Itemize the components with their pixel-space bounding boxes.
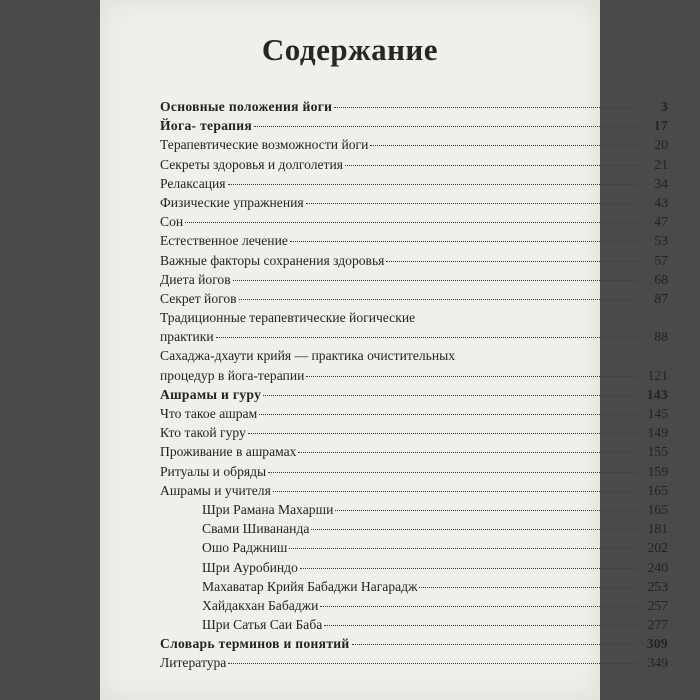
toc-entry-title: Что такое ашрам bbox=[160, 406, 258, 421]
toc-entry bbox=[160, 233, 668, 252]
toc-page-number: 277 bbox=[647, 617, 668, 633]
dot-leader bbox=[233, 280, 638, 281]
toc-entry-title: Йога- терапия bbox=[160, 118, 253, 134]
toc-entry-title: Литература bbox=[160, 655, 227, 671]
toc-entry-title: Шри Рамана Махарши bbox=[202, 501, 334, 517]
toc-page-number: 68 bbox=[654, 271, 668, 287]
dot-leader bbox=[228, 663, 638, 664]
toc-entry-title: Сахаджа-дхаути крийя — практика очистительных bbox=[160, 348, 456, 364]
toc-entry bbox=[160, 137, 668, 156]
toc-entry-title: Махаватар Крийя Бабаджи Нагарадж bbox=[202, 578, 418, 594]
toc-entry-title: Секреты здоровья и долголетия bbox=[160, 156, 344, 172]
toc-page-number: 47 bbox=[654, 214, 668, 230]
dot-leader bbox=[334, 107, 638, 108]
toc-page-number: 240 bbox=[647, 559, 668, 575]
toc-entry bbox=[160, 176, 668, 195]
dot-leader bbox=[239, 299, 638, 300]
toc-entry-title: Словарь терминов и понятий bbox=[160, 636, 350, 652]
toc-entry bbox=[160, 387, 668, 406]
toc-entry-title: Диета йогов bbox=[160, 271, 231, 287]
toc-entry bbox=[160, 425, 668, 444]
toc-entry-title: Ашрамы и гуру bbox=[160, 386, 262, 402]
dot-leader bbox=[306, 203, 638, 204]
dot-leader bbox=[216, 337, 638, 338]
toc-page-number: 88 bbox=[654, 329, 668, 345]
toc-entry-title: Основные положения йоги bbox=[160, 99, 333, 114]
toc-page-number: 159 bbox=[647, 463, 668, 479]
toc-entry-title: Релаксация bbox=[160, 175, 226, 191]
table-of-contents bbox=[160, 99, 668, 675]
dot-leader bbox=[298, 452, 638, 453]
dot-leader bbox=[273, 491, 638, 492]
toc-entry bbox=[160, 291, 668, 310]
toc-entry-title: Важные факторы сохранения здоровья bbox=[160, 252, 385, 268]
page-title: Содержание bbox=[261, 32, 439, 67]
toc-page-number: 143 bbox=[646, 386, 668, 402]
toc-entry bbox=[160, 348, 668, 367]
dot-leader bbox=[268, 472, 638, 473]
dot-leader bbox=[417, 318, 638, 319]
toc-entry bbox=[160, 655, 668, 674]
toc-page-number: 17 bbox=[653, 118, 668, 134]
toc-page-number: 3 bbox=[660, 99, 668, 114]
toc-entry-title: практики bbox=[160, 329, 214, 345]
toc-entry bbox=[160, 329, 668, 348]
dot-leader bbox=[289, 548, 638, 549]
toc-page-number: 165 bbox=[647, 501, 668, 517]
toc-entry-title: Ошо Раджниш bbox=[202, 540, 288, 556]
toc-entry bbox=[160, 502, 668, 521]
toc-entry bbox=[160, 310, 668, 329]
toc-entry-title: Хайдакхан Бабаджи bbox=[202, 597, 319, 613]
dot-leader bbox=[263, 395, 638, 396]
dot-leader bbox=[300, 568, 638, 569]
toc-entry-title: Традиционные терапевтические йогические bbox=[160, 310, 416, 326]
toc-page-number: 309 bbox=[646, 636, 668, 652]
dot-leader bbox=[457, 356, 638, 357]
toc-page-number: 43 bbox=[654, 194, 668, 210]
book-page bbox=[100, 0, 668, 700]
toc-entry bbox=[160, 521, 668, 540]
toc-entry bbox=[160, 636, 668, 655]
toc-page-number: 20 bbox=[654, 137, 668, 153]
toc-entry-title: Секрет йогов bbox=[160, 290, 237, 306]
toc-entry bbox=[160, 99, 668, 118]
toc-entry bbox=[160, 157, 668, 176]
toc-entry bbox=[160, 483, 668, 502]
toc-entry-title: Естественное лечение bbox=[160, 233, 288, 249]
dot-leader bbox=[259, 414, 638, 415]
toc-entry bbox=[160, 195, 668, 214]
dot-leader bbox=[352, 644, 638, 645]
toc-entry-title: Терапевтические возможности йоги bbox=[160, 137, 369, 153]
toc-page-number: 121 bbox=[647, 367, 668, 383]
toc-entry bbox=[160, 272, 668, 291]
dot-leader bbox=[306, 376, 638, 377]
toc-entry bbox=[160, 214, 668, 233]
dot-leader bbox=[320, 606, 638, 607]
toc-page-number: 57 bbox=[654, 252, 668, 268]
dot-leader bbox=[386, 261, 638, 262]
toc-page-number: 253 bbox=[647, 578, 668, 594]
toc-page-number: 87 bbox=[654, 290, 668, 306]
toc-page-number: 181 bbox=[647, 521, 668, 537]
toc-entry bbox=[160, 406, 668, 425]
toc-entry bbox=[160, 560, 668, 579]
toc-page-number: 53 bbox=[654, 233, 668, 249]
toc-entry bbox=[160, 617, 668, 636]
toc-entry-title: Сон bbox=[160, 214, 184, 230]
toc-entry-title: Ашрамы и учителя bbox=[160, 482, 271, 498]
toc-page-number: 349 bbox=[647, 655, 668, 671]
toc-entry bbox=[160, 253, 668, 272]
dot-leader bbox=[345, 165, 638, 166]
toc-page-number: 21 bbox=[654, 156, 668, 172]
toc-entry bbox=[160, 598, 668, 617]
toc-entry-title: Проживание в ашрамах bbox=[160, 444, 297, 460]
toc-entry bbox=[160, 444, 668, 463]
dot-leader bbox=[370, 145, 638, 146]
dot-leader bbox=[419, 587, 638, 588]
toc-page-number: 257 bbox=[647, 597, 668, 613]
toc-entry bbox=[160, 118, 668, 137]
toc-page-number: 145 bbox=[647, 406, 668, 421]
dot-leader bbox=[254, 126, 638, 127]
toc-entry bbox=[160, 579, 668, 598]
toc-entry-title: Свами Шивананда bbox=[202, 521, 310, 537]
dot-leader bbox=[290, 241, 638, 242]
dot-leader bbox=[335, 510, 638, 511]
toc-entry-title: процедур в йога-терапии bbox=[160, 367, 305, 383]
dot-leader bbox=[248, 433, 638, 434]
dot-leader bbox=[311, 529, 638, 530]
toc-entry bbox=[160, 540, 668, 559]
toc-entry-title: Физические упражнения bbox=[160, 194, 304, 210]
toc-entry-title: Кто такой гуру bbox=[160, 425, 246, 441]
toc-entry bbox=[160, 368, 668, 387]
toc-page-number: 149 bbox=[647, 425, 668, 441]
toc-entry-title: Шри Ауробиндо bbox=[202, 559, 298, 575]
toc-page-number: 165 bbox=[647, 482, 668, 498]
toc-page-number: 34 bbox=[654, 175, 668, 191]
toc-entry-title: Ритуалы и обряды bbox=[160, 463, 267, 479]
dot-leader bbox=[228, 184, 638, 185]
toc-page-number: 155 bbox=[647, 444, 668, 460]
toc-entry-title: Шри Сатья Саи Баба bbox=[202, 617, 323, 633]
toc-entry bbox=[160, 464, 668, 483]
toc-page-number: 202 bbox=[647, 540, 668, 556]
dot-leader bbox=[324, 625, 638, 626]
dot-leader bbox=[185, 222, 638, 223]
